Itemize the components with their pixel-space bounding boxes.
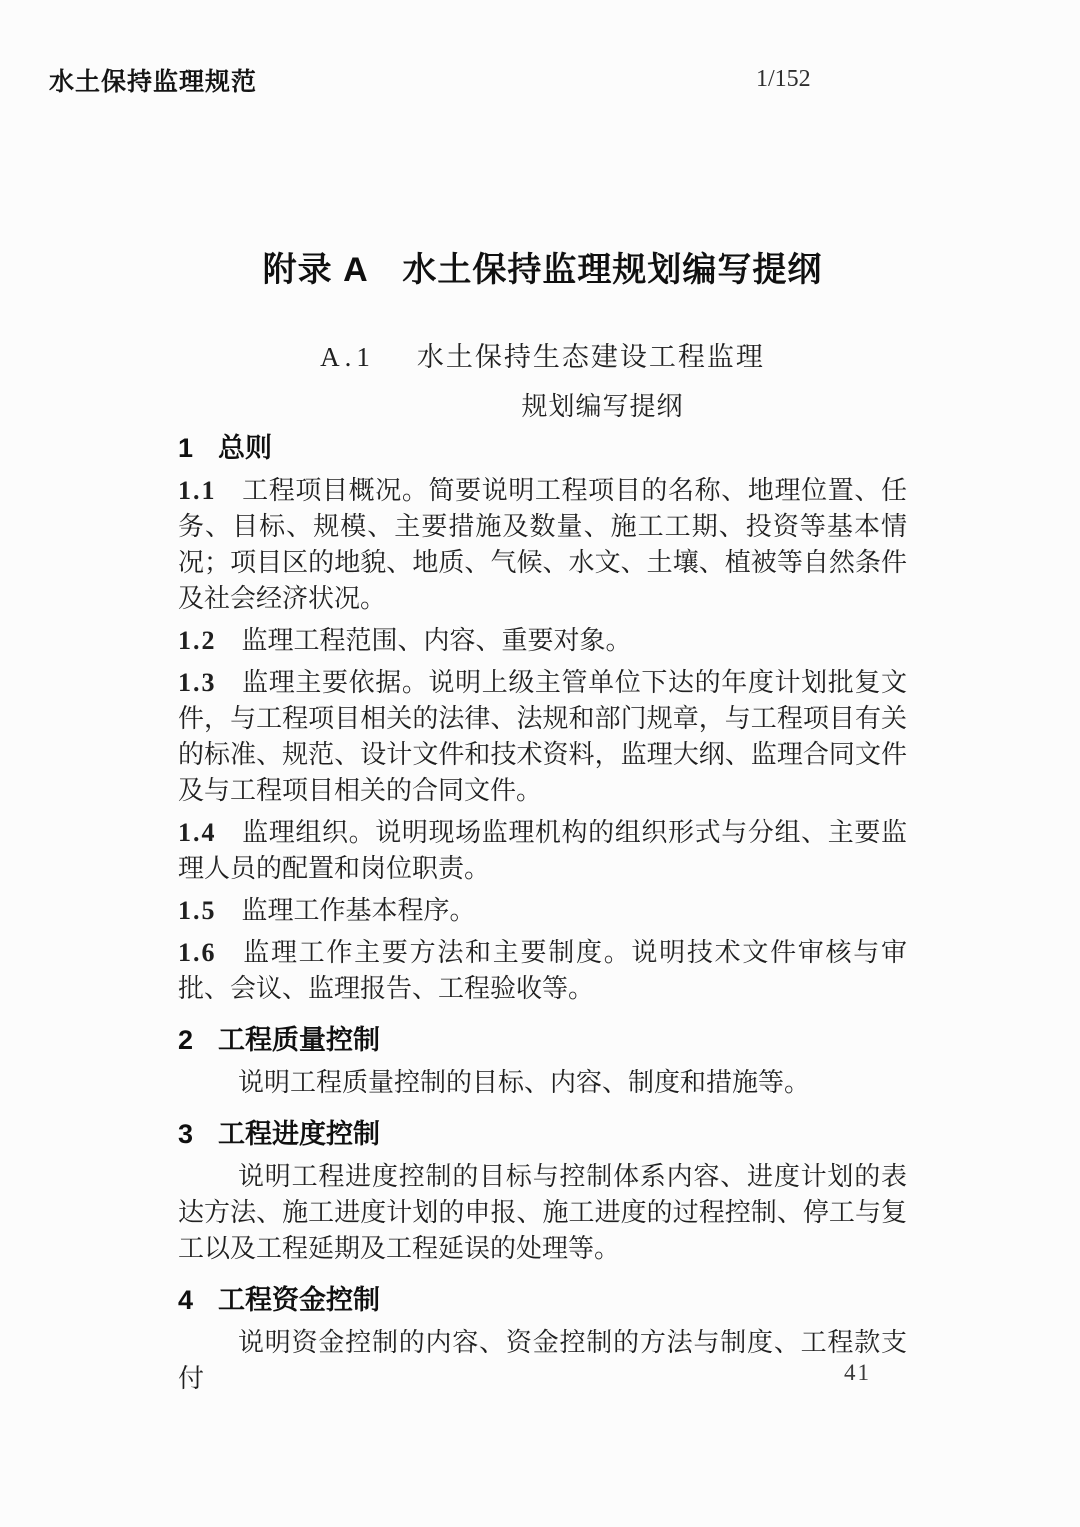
clause-1-6: [178, 935, 907, 1007]
page-content: [178, 0, 907, 1403]
clause-1-1-text: 工程项目概况。简要说明工程项目的名称、地理位置、任务、目标、规模、主要措施及数量、施工工期、投资等基本情况；项目区的地貌、地质、气候、水文、土壤、植被等自然条件及社会经济状况。: [178, 475, 907, 613]
section-1-heading: [178, 431, 907, 465]
section-1-title: 总则: [218, 432, 273, 463]
section-4-heading: [178, 1283, 907, 1317]
section-3-body: 说明工程进度控制的目标与控制体系内容、进度计划的表达方法、施工进度计划的申报、施工进度的过程控制、停工与复工以及工程延期及工程延误的处理等。: [178, 1161, 907, 1263]
appendix-subtitle-line2: 规划编写提纲: [521, 391, 684, 421]
section-1-number: 1: [178, 432, 194, 463]
clause-1-2: [178, 623, 907, 659]
appendix-subtitle-text: 水土保持生态建设工程监理: [416, 341, 765, 372]
section-2-title: 工程质量控制: [218, 1024, 381, 1055]
appendix-title: 附录 A 水土保持监理规划编写提纲: [262, 251, 823, 289]
header-page-indicator: 1/152: [756, 66, 811, 92]
appendix-subtitle-number: A.1: [320, 341, 375, 372]
clause-1-3: [178, 665, 907, 809]
header-doc-title: 水土保持监理规范: [49, 68, 258, 96]
section-3-heading: [178, 1117, 907, 1151]
clause-1-5-text: 监理工作基本程序。: [241, 895, 476, 925]
clause-1-5: [178, 893, 907, 929]
clause-1-1: [178, 473, 907, 617]
section-4-title: 工程资金控制: [218, 1284, 381, 1315]
footer-page-number: 41: [844, 1360, 871, 1385]
appendix-subtitle-line1: [178, 338, 907, 376]
section-3-title: 工程进度控制: [218, 1118, 381, 1149]
clause-1-3-number: 1.3: [178, 667, 217, 697]
clause-1-4-number: 1.4: [178, 817, 217, 847]
clause-1-2-text: 监理工程范围、内容、重要对象。: [241, 625, 632, 655]
clause-1-6-number: 1.6: [178, 937, 217, 967]
section-2-number: 2: [178, 1024, 194, 1055]
clause-1-3-text: 监理主要依据。说明上级主管单位下达的年度计划批复文件，与工程项目相关的法律、法规和部门规章，与工程项目有关的标准、规范、设计文件和技术资料，监理大纲、监理合同文件及与工程项目相关的合同文件。: [178, 667, 907, 805]
section-2-body: 说明工程质量控制的目标、内容、制度和措施等。: [238, 1067, 811, 1097]
section-2-heading: [178, 1023, 907, 1057]
clause-1-2-number: 1.2: [178, 625, 217, 655]
section-3-number: 3: [178, 1118, 194, 1149]
section-4-body: 说明资金控制的内容、资金控制的方法与制度、工程款支付: [178, 1327, 907, 1393]
clause-1-4: [178, 815, 907, 887]
clause-1-6-text: 监理工作主要方法和主要制度。说明技术文件审核与审批、会议、监理报告、工程验收等。: [178, 937, 907, 1003]
clause-1-1-number: 1.1: [178, 475, 217, 505]
clause-1-4-text: 监理组织。说明现场监理机构的组织形式与分组、主要监理人员的配置和岗位职责。: [178, 817, 907, 883]
clause-1-5-number: 1.5: [178, 895, 217, 925]
section-4-number: 4: [178, 1284, 194, 1315]
